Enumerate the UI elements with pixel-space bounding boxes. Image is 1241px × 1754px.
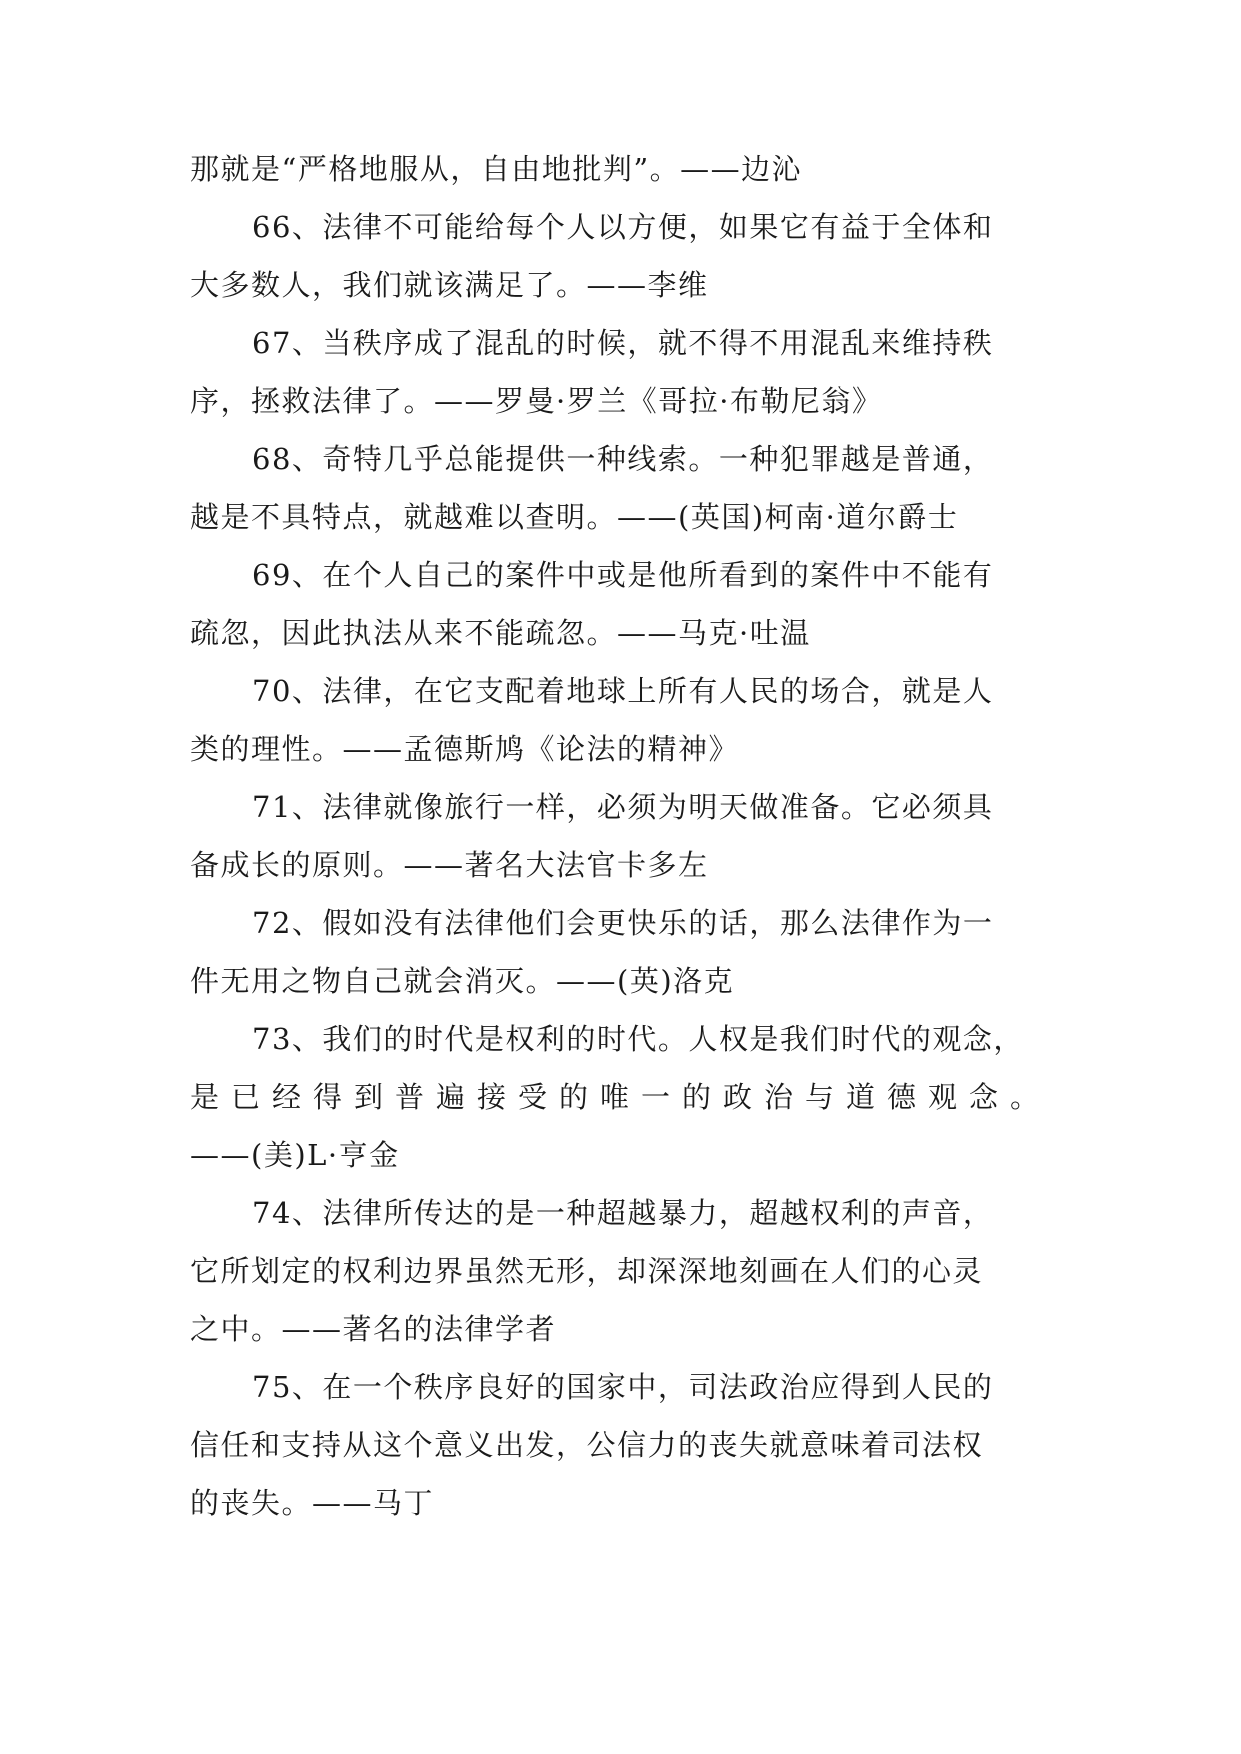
quote-67-line-1: 67、当秩序成了混乱的时候，就不得不用混乱来维持秩: [252, 326, 994, 360]
quote-70-line-1: 70、法律，在它支配着地球上所有人民的场合，就是人: [252, 674, 994, 708]
quote-74-line-3: 之中。——著名的法律学者: [190, 1312, 557, 1346]
quote-71-line-1: 71、法律就像旅行一样，必须为明天做准备。它必须具: [252, 790, 994, 824]
quote-72-line-2: 件无用之物自己就会消灭。——(英)洛克: [190, 964, 735, 998]
quote-66-line-1: 66、法律不可能给每个人以方便，如果它有益于全体和: [252, 210, 994, 244]
quote-75-line-1: 75、在一个秩序良好的国家中，司法政治应得到人民的: [252, 1370, 994, 1404]
text-line: 那就是“严格地服从，自由地批判”。——边沁: [190, 152, 803, 186]
document-body: [190, 150, 1052, 1522]
quote-67-line-2: 序，拯救法律了。——罗曼·罗兰《哥拉·布勒尼翁》: [190, 384, 883, 418]
quote-68-line-2: 越是不具特点，就越难以查明。——(英国)柯南·道尔爵士: [190, 500, 959, 534]
quote-68-line-1: 68、奇特几乎总能提供一种线索。一种犯罪越是普通，: [252, 442, 994, 476]
quote-69-line-1: 69、在个人自己的案件中或是他所看到的案件中不能有: [252, 558, 994, 592]
quote-70-line-2: 类的理性。——孟德斯鸠《论法的精神》: [190, 732, 740, 766]
quote-72-line-1: 72、假如没有法律他们会更快乐的话，那么法律作为一: [252, 906, 994, 940]
quote-74-line-2: 它所划定的权利边界虽然无形，却深深地刻画在人们的心灵: [190, 1254, 984, 1288]
quote-69-line-2: 疏忽，因此执法从来不能疏忽。——马克·吐温: [190, 616, 811, 650]
quote-66-line-2: 大多数人，我们就该满足了。——李维: [190, 268, 709, 302]
quote-74-line-1: 74、法律所传达的是一种超越暴力，超越权利的声音，: [252, 1196, 994, 1230]
quote-75-line-3: 的丧失。——马丁: [190, 1486, 435, 1520]
quote-73-line-1: 73、我们的时代是权利的时代。人权是我们时代的观念，: [252, 1022, 1024, 1056]
quote-73-line-2: 是已经得到普遍接受的唯一的政治与道德观念。: [190, 1080, 1052, 1114]
quote-75-line-2: 信任和支持从这个意义出发，公信力的丧失就意味着司法权: [190, 1428, 984, 1462]
quote-73-line-3: ——(美)L·亨金: [190, 1138, 400, 1172]
quote-71-line-2: 备成长的原则。——著名大法官卡多左: [190, 848, 709, 882]
